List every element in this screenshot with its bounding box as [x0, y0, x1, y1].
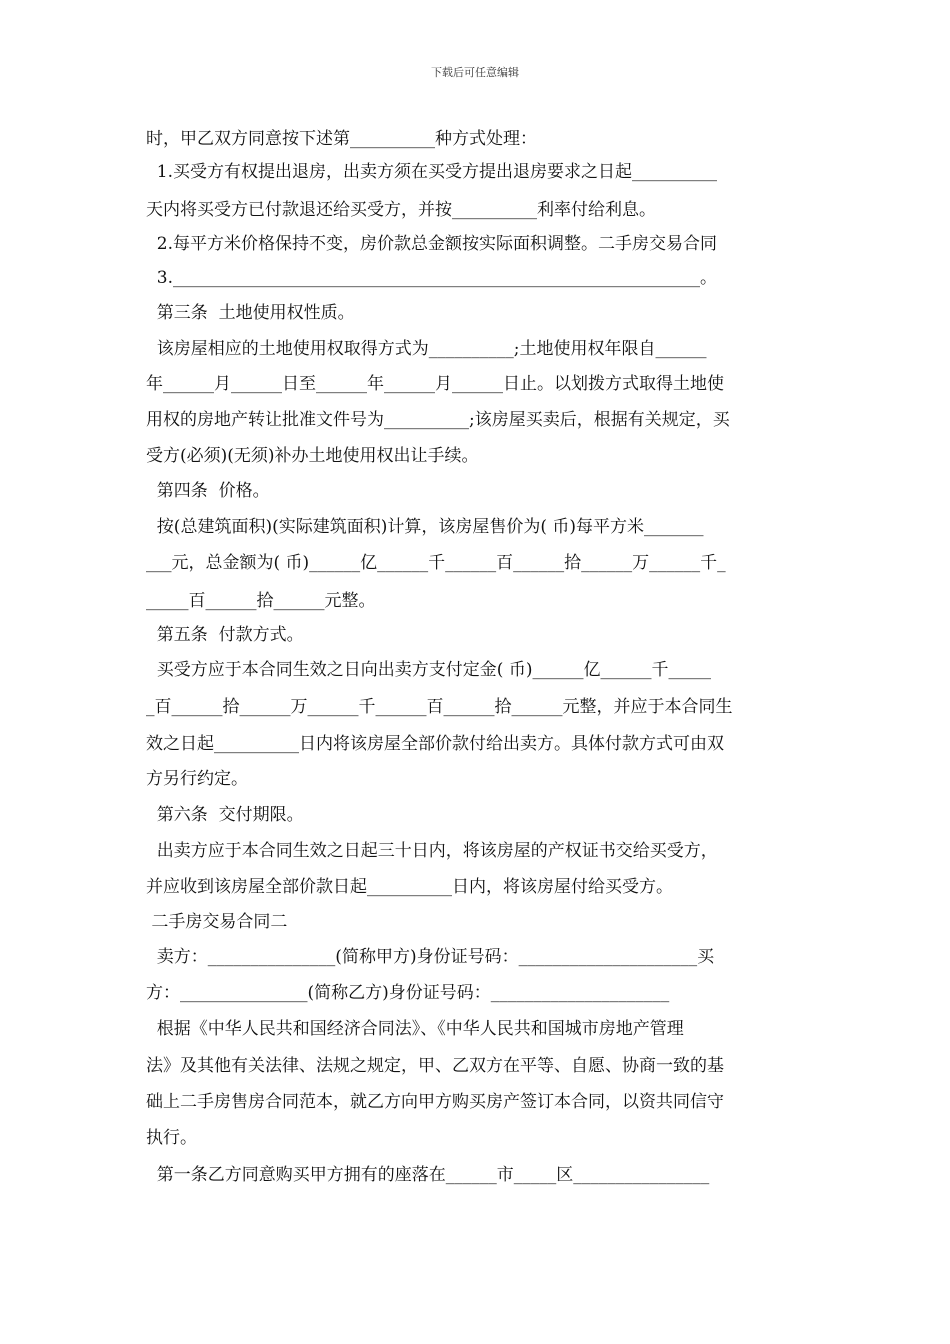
text-line: 方：_______________(简称乙方)身份证号码：_____________________ — [146, 983, 670, 1003]
text-line: ___元，总金额为( 币)______亿______千______百______拾______万______千_ — [146, 553, 726, 573]
text-line: 第四条 价格。 — [146, 481, 270, 501]
text-line: 天内将买受方已付款退还给买受方，并按__________利率付给利息。 — [146, 200, 656, 220]
text-line: _____百______拾______元整。 — [146, 591, 376, 611]
text-line: 该房屋相应的土地使用权取得方式为__________;土地使用权年限自______ — [146, 339, 707, 359]
text-line: 根据《中华人民共和国经济合同法》、《中华人民共和国城市房地产管理 — [146, 1019, 684, 1039]
text-line: 2.每平方米价格保持不变，房价款总金额按实际面积调整。二手房交易合同 — [146, 234, 718, 254]
text-line: 买受方应于本合同生效之日向出卖方支付定金( 币)______亿______千_____ — [146, 660, 711, 680]
text-line: 用权的房地产转让批准文件号为__________;该房屋买卖后，根据有关规定，买 — [146, 410, 730, 430]
text-line: 第六条 交付期限。 — [146, 805, 304, 825]
text-line: 法》及其他有关法律、法规之规定，甲、乙双方在平等、自愿、协商一致的基 — [146, 1056, 724, 1076]
page-header: 下载后可任意编辑 — [431, 66, 519, 79]
text-line: 1.买受方有权提出退房，出卖方须在买受方提出退房要求之日起__________ — [146, 162, 718, 182]
section-title: 二手房交易合同二 — [146, 912, 288, 932]
text-line: 受方(必须)(无须)补办土地使用权出让手续。 — [146, 446, 479, 466]
text-line: 第五条 付款方式。 — [146, 625, 304, 645]
text-line: 并应收到该房屋全部价款日起__________日内，将该房屋付给买受方。 — [146, 877, 673, 897]
text-line: 执行。 — [146, 1128, 197, 1148]
text-line: 础上二手房售房合同范本，就乙方向甲方购买房产签订本合同，以资共同信守 — [146, 1092, 724, 1112]
text-line: 卖方：_______________(简称甲方)身份证号码：_____________________买 — [146, 947, 715, 967]
text-line: 第一条乙方同意购买甲方拥有的座落在______市_____区________________ — [146, 1165, 710, 1185]
text-line: 第三条 土地使用权性质。 — [146, 303, 355, 323]
text-line: 出卖方应于本合同生效之日起三十日内，将该房屋的产权证书交给买受方， — [146, 841, 718, 861]
text-line: 3.______________________________________________________________。 — [146, 268, 718, 288]
text-line: 时，甲乙双方同意按下述第__________种方式处理： — [146, 129, 537, 149]
text-line: 方另行约定。 — [146, 769, 248, 789]
text-line: 按(总建筑面积)(实际建筑面积)计算，该房屋售价为( 币)每平方米_______ — [146, 517, 704, 537]
text-line: 年______月______日至______年______月______日止。以划拨方式取得土地使 — [146, 374, 724, 394]
text-line: _百______拾______万______千______百______拾______元整，并应于本合同生 — [146, 697, 733, 717]
text-line: 效之日起__________日内将该房屋全部价款付给出卖方。具体付款方式可由双 — [146, 734, 724, 754]
